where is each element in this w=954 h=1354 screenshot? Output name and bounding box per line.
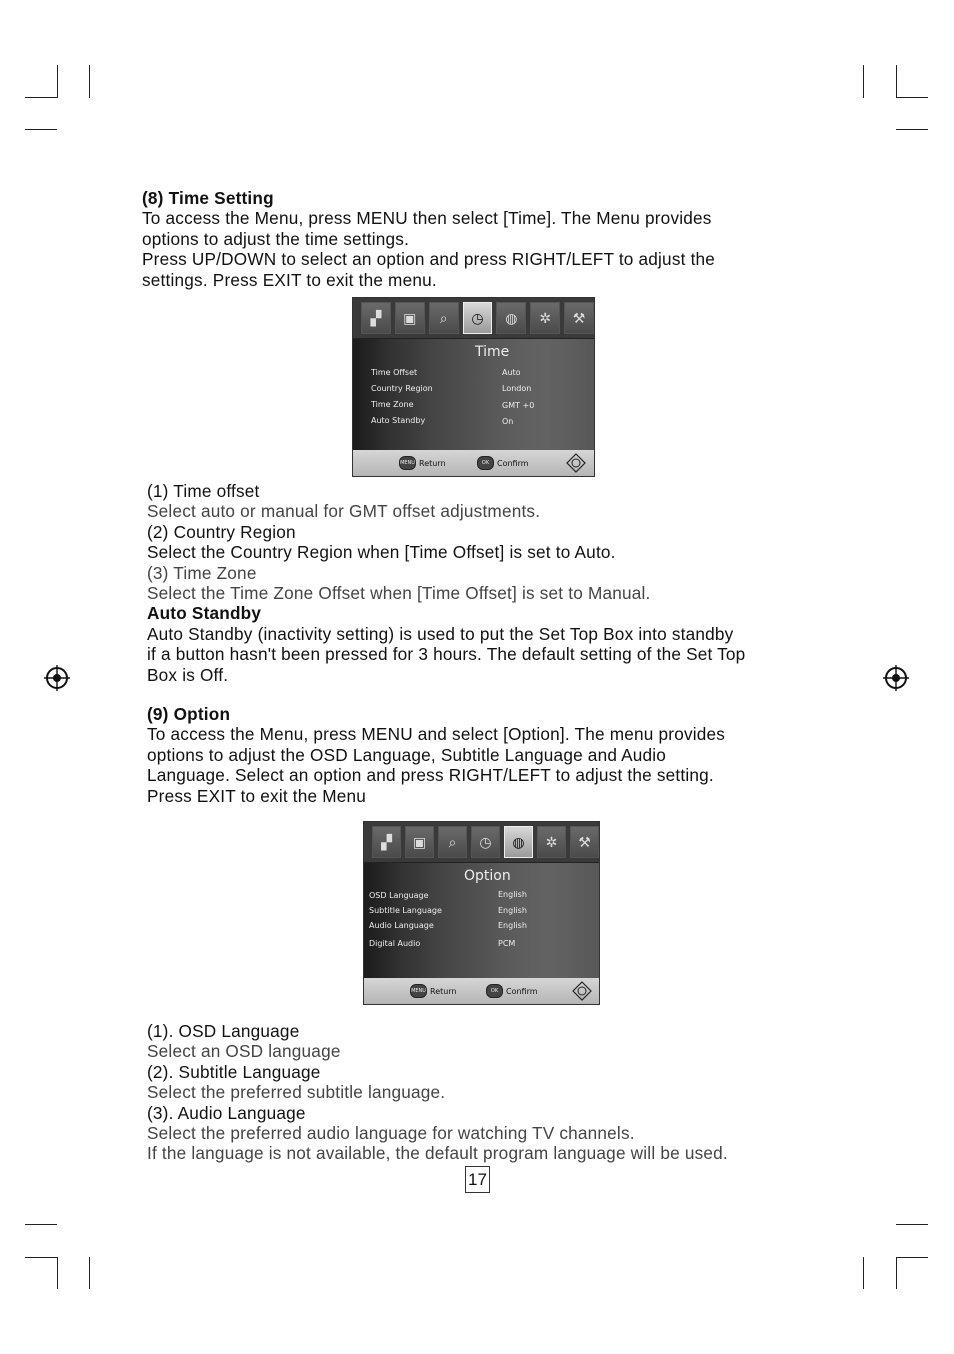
- osd-return-hint: [410, 984, 457, 998]
- tools-menu-icon: ⚒: [564, 302, 594, 334]
- registration-mark-icon: [44, 665, 70, 691]
- paragraph-line: To access the Menu, press MENU then select [Time]. The Menu provides: [142, 208, 712, 229]
- option-settings-list: [147, 1021, 837, 1164]
- osd-row-value: GMT +0: [502, 401, 535, 410]
- osd-confirm-hint: [486, 984, 538, 998]
- paragraph-line: To access the Menu, press MENU and select [Option]. The menu provides: [147, 724, 726, 745]
- osd-row-value: On: [502, 417, 514, 426]
- registration-mark-icon: [883, 665, 909, 691]
- osd-time-screenshot: [352, 297, 595, 477]
- paragraph-line: options to adjust the OSD Language, Subtitle Language and Audio: [147, 744, 667, 765]
- crop-mark: [89, 1257, 90, 1289]
- paragraph-line: Press UP/DOWN to select an option and press RIGHT/LEFT to adjust the: [142, 249, 716, 270]
- osd-title: Option: [464, 868, 511, 884]
- time-settings-list: [147, 481, 837, 685]
- crop-mark: [25, 1257, 57, 1258]
- crop-mark: [863, 65, 864, 98]
- osd-icon-bar: [353, 298, 594, 339]
- dpad-icon: [572, 981, 592, 1001]
- item-description: Select auto or manual for GMT offset adjustments.: [147, 501, 541, 522]
- paragraph-line: Press EXIT to exit the Menu: [147, 785, 367, 806]
- osd-option-screenshot: [363, 821, 600, 1005]
- crop-mark: [25, 1224, 57, 1225]
- paragraph-line: options to adjust the time settings.: [142, 228, 410, 249]
- osd-row-value: Auto: [502, 368, 521, 377]
- clock-menu-icon: ◷: [463, 302, 493, 334]
- picture-menu-icon: ▞: [372, 826, 401, 858]
- paragraph-line: settings. Press EXIT to exit the menu.: [142, 269, 437, 290]
- crop-mark: [89, 65, 90, 98]
- page-number: 17: [465, 1166, 490, 1193]
- item-description: Box is Off.: [147, 664, 229, 685]
- osd-row-label: Country Region: [371, 384, 433, 393]
- globe-menu-icon: ◍: [504, 826, 533, 858]
- globe-menu-icon: ◍: [496, 302, 526, 334]
- item-description: Select the preferred subtitle language.: [147, 1082, 446, 1103]
- search-menu-icon: ⌕: [438, 826, 467, 858]
- crop-mark: [896, 1257, 897, 1289]
- item-description: if a button hasn't been pressed for 3 hours. The default setting of the Set Top: [147, 644, 746, 665]
- item-title: (2). Subtitle Language: [147, 1061, 321, 1082]
- item-title: (1). OSD Language: [147, 1021, 300, 1041]
- ok-key-icon: OK: [486, 984, 503, 998]
- menu-key-icon: MENU: [399, 456, 416, 470]
- item-description: Select the Country Region when [Time Offset] is set to Auto.: [147, 542, 616, 563]
- osd-row-label: Subtitle Language: [369, 906, 442, 915]
- osd-footer: [353, 450, 594, 476]
- channel-menu-icon: ▣: [395, 302, 425, 334]
- channel-menu-icon: ▣: [405, 826, 434, 858]
- crop-mark: [25, 129, 57, 130]
- osd-title: Time: [475, 344, 510, 360]
- item-description: Select the preferred audio language for watching TV channels.: [147, 1123, 635, 1144]
- ok-key-icon: OK: [477, 456, 494, 470]
- crop-mark: [896, 1224, 928, 1225]
- osd-footer: [364, 978, 599, 1004]
- crop-mark: [896, 1257, 928, 1258]
- crop-mark: [57, 1257, 58, 1289]
- osd-row-label: OSD Language: [369, 891, 429, 900]
- crop-mark: [57, 65, 58, 98]
- tools-menu-icon: ⚒: [570, 826, 599, 858]
- crop-mark: [896, 129, 928, 130]
- osd-row-label: Audio Language: [369, 921, 434, 930]
- section-heading: (8) Time Setting: [142, 188, 274, 208]
- item-description: Auto Standby (inactivity setting) is used to put the Set Top Box into standby: [147, 623, 734, 644]
- crop-mark: [896, 65, 897, 98]
- crop-mark: [25, 97, 57, 98]
- dpad-icon: [566, 453, 586, 473]
- gear-menu-icon: ✲: [530, 302, 560, 334]
- osd-row-value: PCM: [498, 939, 516, 948]
- osd-icon-bar: [364, 822, 599, 863]
- osd-row-value: English: [498, 921, 527, 930]
- paragraph-line: Language. Select an option and press RIGHT/LEFT to adjust the setting.: [147, 765, 714, 786]
- section-heading: (9) Option: [147, 704, 231, 724]
- osd-return-label: Return: [419, 458, 446, 468]
- item-description: If the language is not available, the default program language will be used.: [147, 1143, 728, 1164]
- item-description: Select the Time Zone Offset when [Time Offset] is set to Manual.: [147, 583, 651, 604]
- osd-confirm-label: Confirm: [506, 986, 538, 996]
- osd-confirm-hint: [477, 456, 529, 470]
- osd-confirm-label: Confirm: [497, 458, 529, 468]
- osd-return-label: Return: [430, 986, 457, 996]
- osd-row-value: London: [502, 384, 532, 393]
- item-description: Select an OSD language: [147, 1041, 341, 1062]
- section-option: [147, 704, 837, 806]
- clock-menu-icon: ◷: [471, 826, 500, 858]
- item-title: (3) Time Zone: [147, 562, 257, 583]
- search-menu-icon: ⌕: [429, 302, 459, 334]
- item-title: Auto Standby: [147, 603, 262, 624]
- osd-row-label: Time Zone: [371, 400, 414, 409]
- osd-row-label: Auto Standby: [371, 416, 426, 425]
- osd-row-value: English: [498, 890, 527, 899]
- osd-row-label: Time Offset: [371, 368, 418, 377]
- crop-mark: [863, 1257, 864, 1289]
- crop-mark: [896, 97, 928, 98]
- section-time-setting: [142, 188, 832, 290]
- osd-row-label: Digital Audio: [369, 939, 421, 948]
- osd-row-value: English: [498, 906, 527, 915]
- item-title: (3). Audio Language: [147, 1102, 306, 1123]
- item-title: (1) Time offset: [147, 481, 260, 501]
- gear-menu-icon: ✲: [537, 826, 566, 858]
- item-title: (2) Country Region: [147, 521, 296, 542]
- menu-key-icon: MENU: [410, 984, 427, 998]
- picture-menu-icon: ▞: [361, 302, 391, 334]
- osd-return-hint: [399, 456, 446, 470]
